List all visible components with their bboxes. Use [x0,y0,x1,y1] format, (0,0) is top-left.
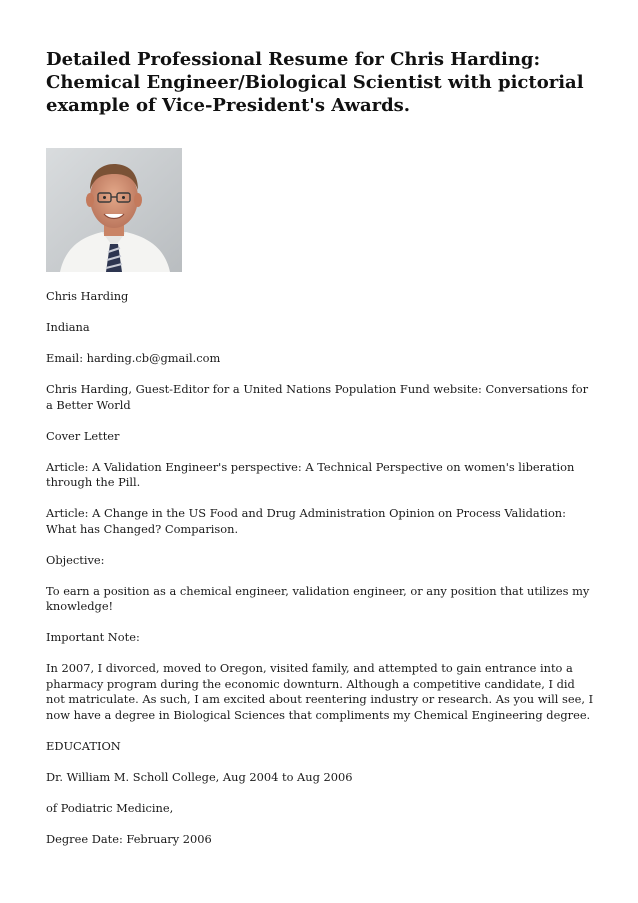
cover-letter-heading: Cover Letter [46,428,120,443]
contact-email: Email: harding.cb@gmail.com [46,350,221,365]
education-degree-date: Degree Date: February 2006 [46,831,212,846]
profile-photo [46,148,182,272]
article-fda: Article: A Change in the US Food and Drug Administration Opinion on Process Validation: What has Changed? Comparison. [46,506,566,536]
important-note-heading: Important Note: [46,630,140,645]
education-heading: EDUCATION [46,738,121,753]
contact-name: Chris Harding [46,289,129,303]
resume-body [46,289,594,863]
important-note-text: In 2007, I divorced, moved to Oregon, visited family, and attempted to gain entrance into a pharmacy program during the economic downturn. Although a competitive candidate, I did not matriculate. As such, I am excited about reentering industry or research. As you will see, I now have a degree in Biological Sciences that compliments my Chemical Engineering degree. [46,661,594,722]
education-program: of Podiatric Medicine, [46,800,174,815]
document-title: Detailed Professional Resume for Chris Harding: Chemical Engineer/Biological Scientist with pictorial example of Vice-President's Awards. [46,49,584,116]
guest-editor-note: Chris Harding, Guest-Editor for a United Nations Population Fund website: Conversations for a Better World [46,381,589,412]
contact-location: Indiana [46,319,90,334]
objective-text: To earn a position as a chemical engineer, validation engineer, or any position that utilizes my knowledge! [46,583,590,614]
objective-heading: Objective: [46,552,105,567]
education-school: Dr. William M. Scholl College, Aug 2004 to Aug 2006 [46,769,353,784]
article-pill: Article: A Validation Engineer's perspective: A Technical Perspective on women's liberation through the Pill. [46,459,575,490]
